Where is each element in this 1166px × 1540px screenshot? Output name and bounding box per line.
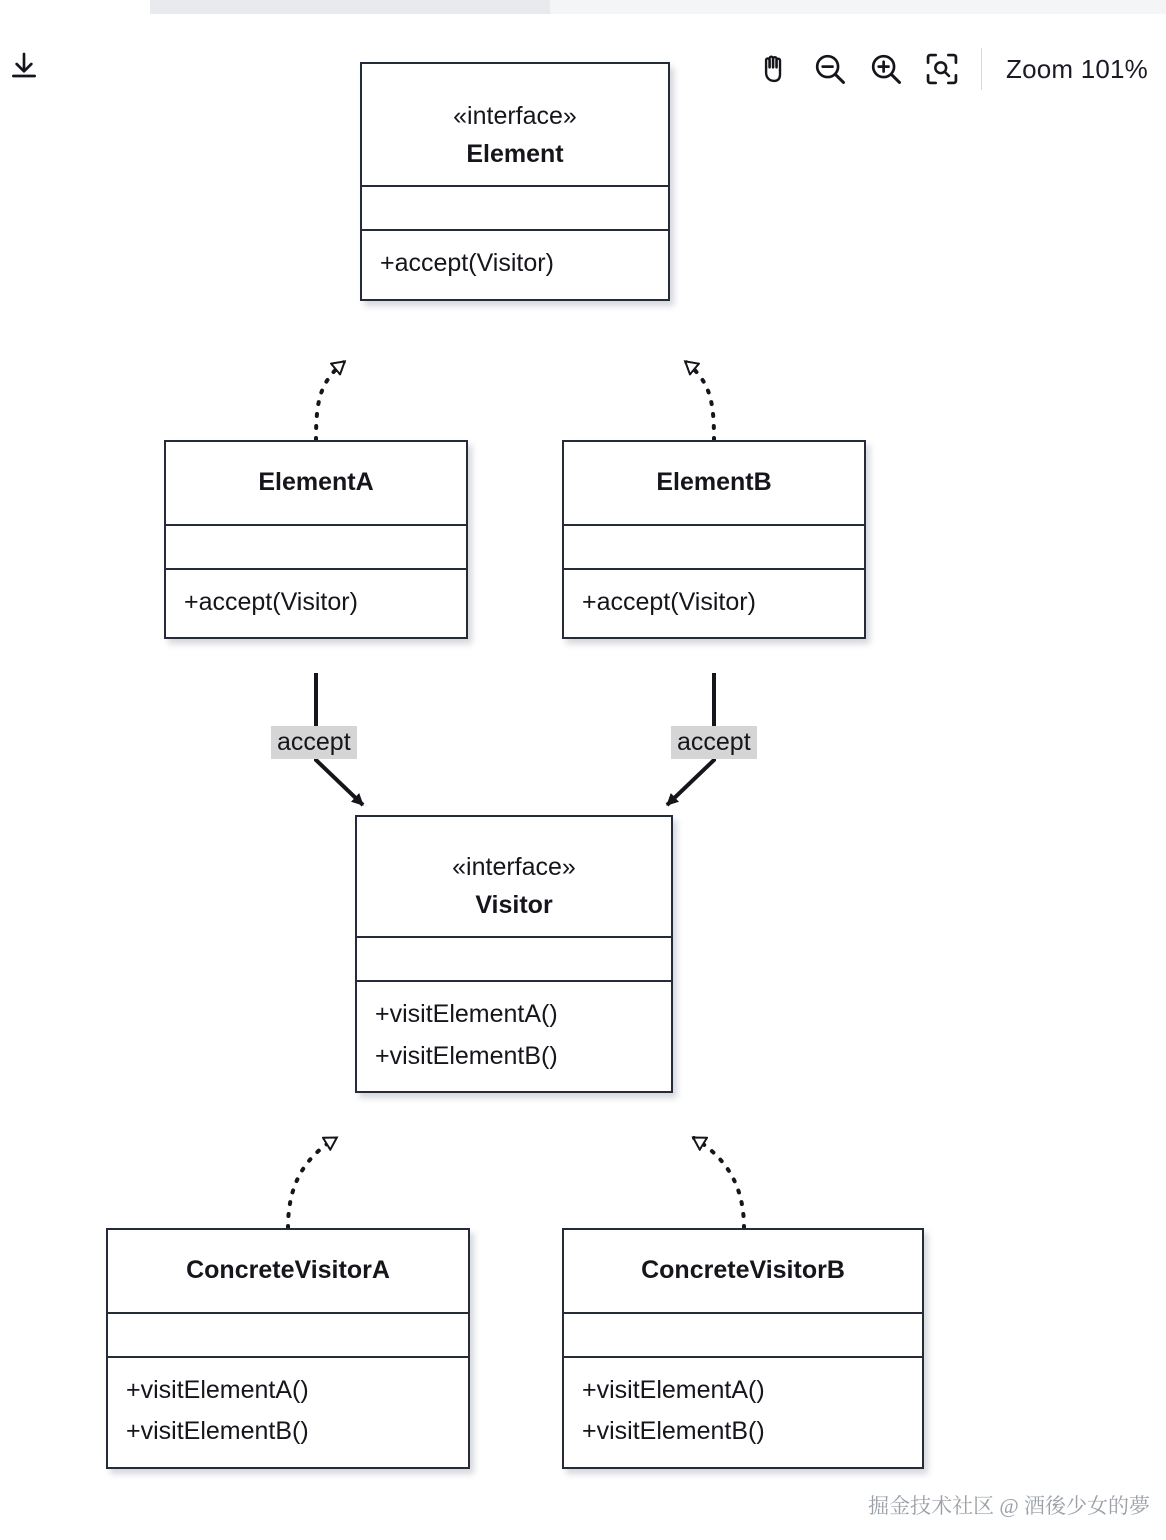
uml-operations-compartment — [166, 568, 466, 638]
uml-class-header — [564, 442, 864, 524]
uml-operation: +accept(Visitor) — [582, 587, 756, 616]
uml-attributes-compartment — [564, 524, 864, 568]
uml-class-concretevisitora[interactable] — [106, 1228, 470, 1469]
edge-label-accept-b: accept — [671, 726, 757, 759]
download-icon — [8, 49, 40, 83]
uml-operation: +visitElementB() — [126, 1417, 309, 1445]
uml-operations-compartment — [362, 229, 668, 299]
uml-attributes-compartment — [166, 524, 466, 568]
uml-stereotype: «interface» — [452, 853, 576, 881]
uml-operations-compartment — [564, 1356, 922, 1467]
zoom-level-label: Zoom 101% — [1006, 53, 1148, 84]
uml-class-header — [108, 1230, 468, 1312]
watermark-text: 掘金技术社区 @ 酒後少女的夢 — [868, 1494, 1150, 1518]
edge-concretevisitorb-realizes-visitor — [694, 1138, 744, 1228]
uml-operation: +visitElementA() — [375, 1000, 558, 1028]
uml-operation: +accept(Visitor) — [184, 587, 358, 616]
uml-class-name: ElementA — [258, 468, 374, 496]
uml-class-elementb[interactable] — [562, 440, 866, 639]
pan-hand-icon — [755, 49, 793, 89]
uml-class-concretevisitorb[interactable] — [562, 1228, 924, 1469]
zoom-in-button[interactable] — [861, 44, 911, 94]
pan-hand-button[interactable] — [749, 44, 799, 94]
uml-class-name: Visitor — [475, 890, 553, 919]
uml-class-name: ConcreteVisitorA — [186, 1256, 390, 1284]
uml-operation: +visitElementA() — [126, 1375, 309, 1404]
uml-operations-compartment — [108, 1356, 468, 1467]
uml-class-header — [357, 817, 671, 936]
edge-elementa-realizes-element — [316, 362, 344, 440]
uml-operations-compartment — [357, 980, 671, 1091]
uml-class-header — [362, 64, 668, 185]
uml-class-elementa[interactable] — [164, 440, 468, 639]
uml-class-name: ConcreteVisitorB — [641, 1256, 845, 1284]
uml-operation: +visitElementA() — [582, 1375, 765, 1404]
uml-attributes-compartment — [108, 1312, 468, 1356]
uml-class-element[interactable] — [360, 62, 670, 301]
uml-class-name: ElementB — [656, 468, 772, 496]
zoom-out-button[interactable] — [805, 44, 855, 94]
download-button[interactable] — [2, 44, 46, 88]
uml-class-name: Element — [466, 139, 564, 168]
uml-operation: +visitElementB() — [582, 1417, 765, 1445]
edge-concretevisitora-realizes-visitor — [288, 1138, 336, 1228]
zoom-in-icon — [867, 50, 905, 88]
toolbar-separator — [981, 48, 982, 90]
uml-class-visitor[interactable] — [355, 815, 673, 1093]
edge-label-accept-a: accept — [271, 726, 357, 759]
uml-attributes-compartment — [564, 1312, 922, 1356]
viewer-toolbar — [749, 40, 1148, 98]
edge-elementb-realizes-element — [686, 362, 714, 440]
fit-to-screen-button[interactable] — [917, 44, 967, 94]
uml-stereotype: «interface» — [453, 102, 577, 130]
uml-class-header — [166, 442, 466, 524]
uml-attributes-compartment — [357, 936, 671, 980]
uml-operation: +accept(Visitor) — [380, 249, 554, 277]
uml-attributes-compartment — [362, 185, 668, 229]
uml-class-header — [564, 1230, 922, 1312]
uml-operations-compartment — [564, 568, 864, 638]
fit-to-screen-icon — [923, 50, 961, 88]
uml-operation: +visitElementB() — [375, 1041, 558, 1070]
zoom-out-icon — [811, 50, 849, 88]
